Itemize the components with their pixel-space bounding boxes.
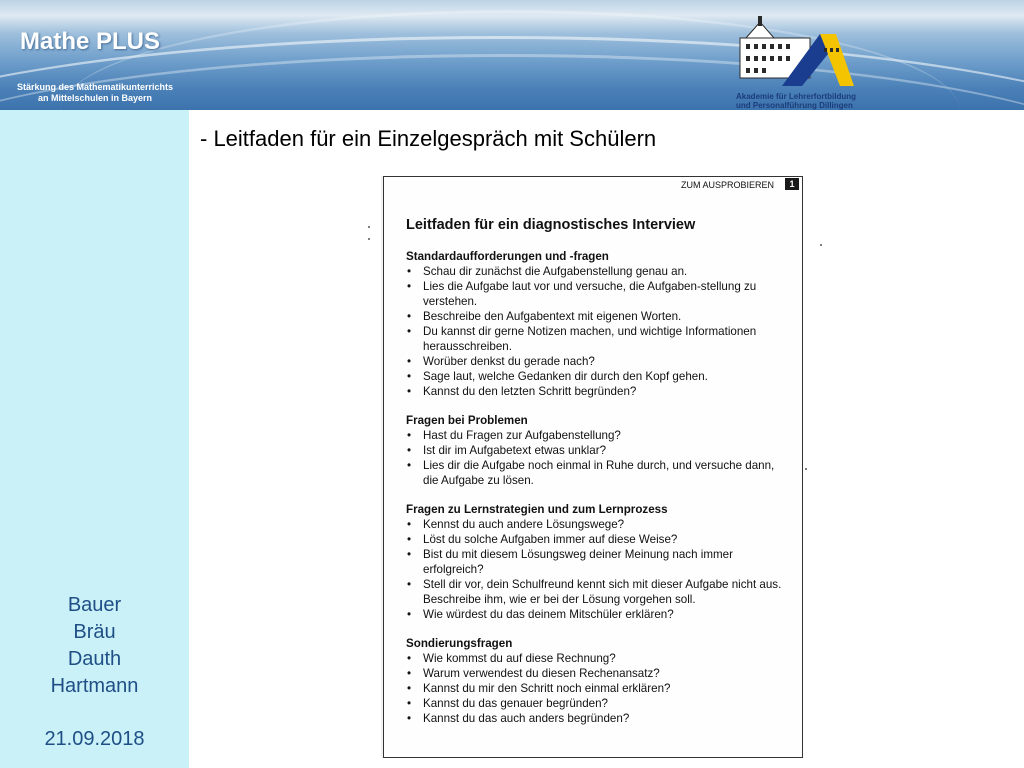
header-banner — [0, 0, 1024, 110]
list-item: • Kannst du den letzten Schritt begründen? — [406, 384, 786, 399]
list-item: • Wie kommst du auf diese Rechnung? — [406, 651, 786, 666]
scan-speck — [805, 468, 807, 470]
worksheet-number-badge: 1 — [785, 178, 799, 190]
presentation-date: 21.09.2018 — [44, 728, 145, 750]
author-list — [0, 592, 189, 700]
list-item: • Löst du solche Aufgaben immer auf diese Weise? — [406, 532, 786, 547]
list-item: • Du kannst dir gerne Notizen machen, und wichtige Informationen herausschreiben. — [406, 324, 786, 354]
scan-speck — [368, 226, 370, 228]
list-item: • Sage laut, welche Gedanken dir durch den Kopf gehen. — [406, 369, 786, 384]
list-item: • Beschreibe den Aufgabentext mit eigenen Worten. — [406, 309, 786, 324]
list-item: • Kennst du auch andere Lösungswege? — [406, 517, 786, 532]
page-title: - Leitfaden für ein Einzelgespräch mit Schülern — [200, 126, 657, 151]
app-subtitle: Stärkung des Mathematikunterrichts an Mittelschulen in Bayern — [16, 82, 174, 103]
list-item: • Stell dir vor, dein Schulfreund kennt sich mit dieser Aufgabe nicht aus. Beschreibe ihm, wie er bei der Lösung vorgehen soll. — [406, 577, 786, 607]
list-item: • Kannst du mir den Schritt noch einmal erklären? — [406, 681, 786, 696]
academy-logo-text: Akademie für Lehrerfortbildung und Personalführung Dillingen — [736, 92, 857, 110]
list-item: • Lies dir die Aufgabe noch einmal in Ruhe durch, und versuche dann, die Aufgabe zu lösen. — [406, 458, 786, 488]
list-item: • Kannst du das genauer begründen? — [406, 696, 786, 711]
section-title: Fragen bei Problemen — [406, 414, 528, 427]
worksheet-tag: ZUM AUSPROBIEREN — [680, 180, 774, 190]
list-item: • Lies die Aufgabe laut vor und versuche, die Aufgaben-stellung zu verstehen. — [406, 279, 786, 309]
list-item: • Ist dir im Aufgabetext etwas unklar? — [406, 443, 786, 458]
question-list — [406, 651, 786, 726]
scan-speck — [820, 244, 822, 246]
section-title: Fragen zu Lernstrategien und zum Lernprozess — [406, 503, 668, 516]
list-item: • Kannst du das auch anders begründen? — [406, 711, 786, 726]
worksheet-content — [406, 249, 786, 726]
section-title: Sondierungsfragen — [406, 637, 513, 650]
list-item: • Warum verwendest du diesen Rechenansatz? — [406, 666, 786, 681]
list-item: • Hast du Fragen zur Aufgabenstellung? — [406, 428, 786, 443]
app-title: Mathe PLUS — [20, 28, 161, 55]
list-item: • Schau dir zunächst die Aufgabenstellung genau an. — [406, 264, 786, 279]
worksheet-heading: Leitfaden für ein diagnostisches Interview — [406, 217, 696, 233]
author-name: Hartmann — [50, 675, 139, 697]
section-title: Standardaufforderungen und -fragen — [406, 250, 609, 263]
author-name: Bräu — [73, 621, 116, 643]
author-name: Bauer — [67, 594, 122, 616]
list-item: • Wie würdest du das deinem Mitschüler erklären? — [406, 607, 786, 622]
question-list — [406, 264, 786, 399]
question-list — [406, 428, 786, 488]
question-list — [406, 517, 786, 622]
list-item: • Bist du mit diesem Lösungsweg deiner Meinung nach immer erfolgreich? — [406, 547, 786, 577]
scan-speck — [368, 238, 370, 240]
list-item: • Worüber denkst du gerade nach? — [406, 354, 786, 369]
author-name: Dauth — [67, 648, 122, 670]
scanned-worksheet — [383, 176, 803, 758]
